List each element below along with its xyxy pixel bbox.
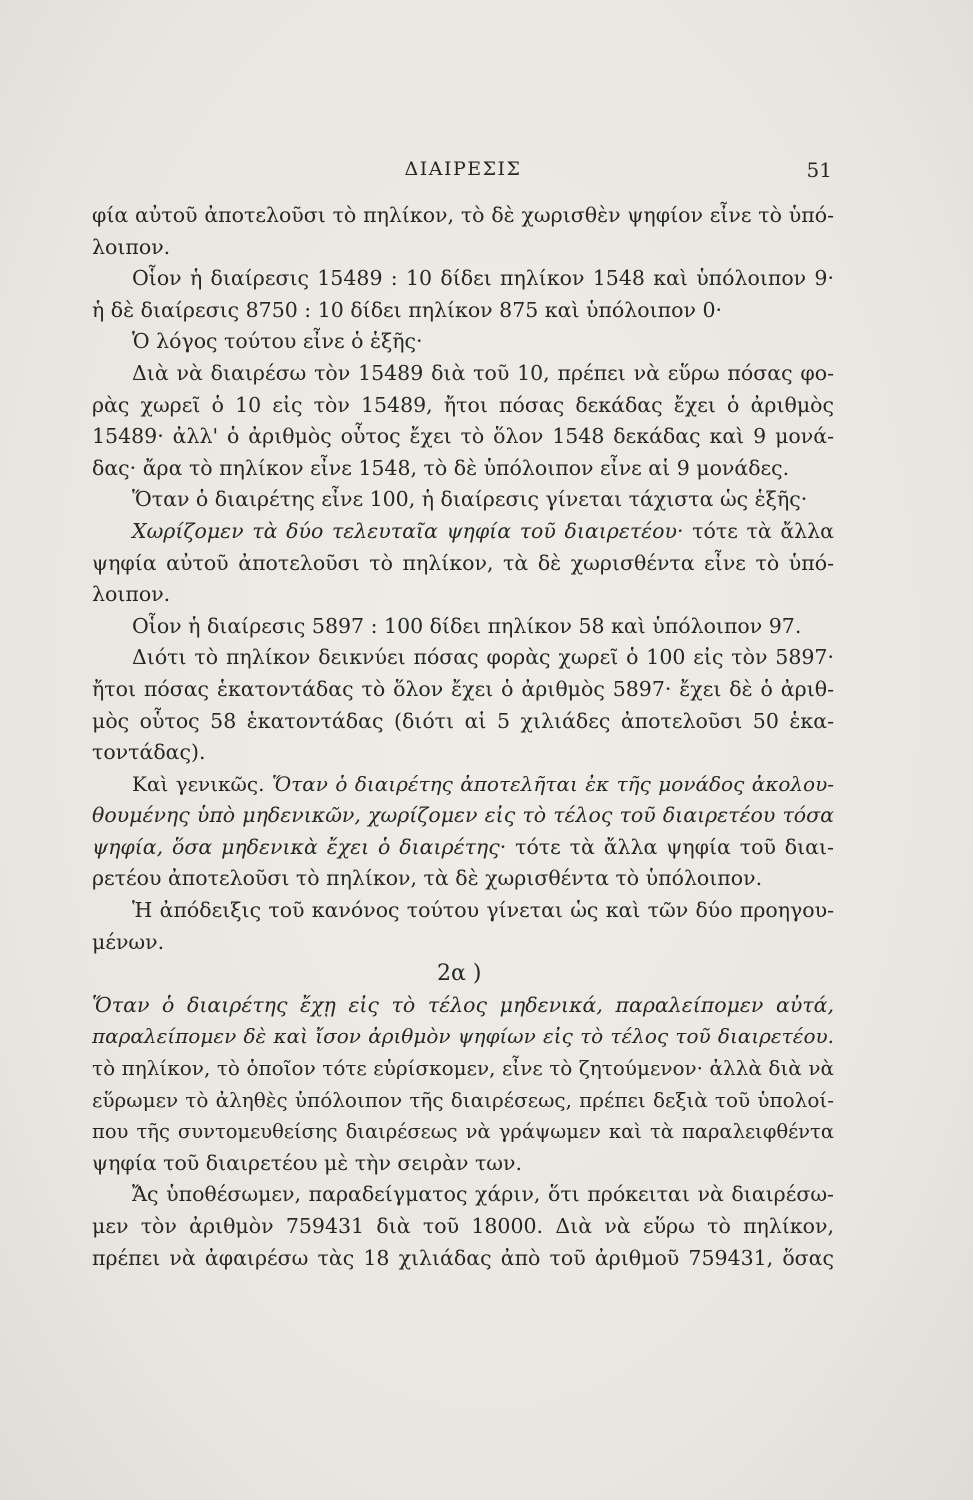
text-line: [92, 769, 834, 801]
text-line: ψηφία αὐτοῦ ἀποτελοῦσι τὸ πηλίκον, τὰ δὲ χωρισθέντα εἶνε τὸ ὑπό-: [92, 550, 834, 575]
text-line: Διὰ νὰ διαιρέσω τὸν 15489 διὰ τοῦ 10, πρέπει νὰ εὕρω πόσας φο-: [132, 360, 834, 385]
body-text: [92, 200, 834, 1274]
text-line: ρετέου ἀποτελοῦσι τὸ πηλίκον, τὰ δὲ χωρισθέντα τὸ ὑπόλοιπον.: [92, 866, 763, 891]
text-line: [92, 832, 834, 864]
text-line: μένων.: [92, 929, 165, 954]
text-line: [92, 516, 834, 548]
text-line: τὸ πηλίκον, τὸ ὁποῖον τότε εὑρίσκομεν, εἶνε τὸ ζητούμενον· ἀλλὰ διὰ νὰ: [92, 1056, 834, 1081]
text-line: δας· ἄρα τὸ πηλίκον εἶνε 1548, τὸ δὲ ὑπόλοιπον εἶνε αἱ 9 μονάδες.: [92, 455, 790, 480]
text-line: μὸς οὗτος 58 ἑκατοντάδας (διότι αἱ 5 χιλιάδες ἀποτελοῦσι 50 ἑκα-: [92, 708, 834, 733]
text-line: Διότι τὸ πηλίκον δεικνύει πόσας φορὰς χωρεῖ ὁ 100 εἰς τὸν 5897·: [132, 645, 834, 670]
page-number: 51: [806, 158, 832, 182]
text-span: τότε τὰ ἄλλα ψηφία τοῦ διαι-: [515, 834, 834, 859]
section-number: 2α ): [437, 961, 482, 987]
text-span: Καὶ γενικῶς.: [132, 771, 265, 796]
text-line: Ἄς ὑποθέσωμεν, παραδείγματος χάριν, ὅτι πρόκειται νὰ διαιρέσω-: [132, 1182, 834, 1207]
text-line: ρὰς χωρεῖ ὁ 10 εἰς τὸν 15489, ἤτοι πόσας δεκάδας ἔχει ὁ ἀριθμὸς: [92, 392, 834, 417]
text-line: εὕρωμεν τὸ ἀληθὲς ὑπόλοιπον τῆς διαιρέσεως, πρέπει δεξιὰ τοῦ ὑπολοί-: [92, 1087, 834, 1112]
text-line: λοιπον.: [92, 234, 171, 259]
page-header: [92, 158, 834, 188]
text-line: Οἷον ἡ διαίρεσις 15489 : 10 δίδει πηλίκον 1548 καὶ ὑπόλοιπον 9·: [132, 266, 834, 291]
text-line: 15489· ἀλλ' ὁ ἀριθμὸς οὗτος ἔχει τὸ ὅλον 1548 δεκάδας καὶ 9 μονά-: [92, 424, 834, 449]
text-line: ἤτοι πόσας ἑκατοντάδας τὸ ὅλον ἔχει ὁ ἀριθμὸς 5897· ἔχει δὲ ὁ ἀριθ-: [92, 676, 834, 701]
text-line: φία αὐτοῦ ἀποτελοῦσι τὸ πηλίκον, τὸ δὲ χωρισθὲν ψηφίον εἶνε τὸ ὑπό-: [92, 203, 834, 227]
text-line: ψηφία τοῦ διαιρετέου μὲ τὴν σειρὰν των.: [92, 1150, 522, 1175]
running-title: ΔΙΑΙΡΕΣΙΣ: [404, 158, 522, 180]
text-line: πρέπει νὰ ἀφαιρέσω τὰς 18 χιλιάδας ἀπὸ τοῦ ἀριθμοῦ 759431, ὅσας: [92, 1245, 834, 1270]
text-line: Ὅταν ὁ διαιρέτης εἶνε 100, ἡ διαίρεσις γίνεται τάχιστα ὡς ἑξῆς·: [132, 487, 808, 512]
text-line: Ὅταν ὁ διαιρέτης ἔχῃ εἰς τὸ τέλος μηδενικά, παραλείπομεν αὐτά,: [92, 992, 834, 1017]
text-line: λοιπον.: [92, 582, 171, 607]
text-span: τότε τὰ ἄλλα: [692, 518, 834, 543]
text-line: ἡ δὲ διαίρεσις 8750 : 10 δίδει πηλίκον 875 καὶ ὑπόλοιπον 0·: [92, 297, 723, 322]
text-line: παραλείπομεν δὲ καὶ ἴσον ἀριθμὸν ψηφίων εἰς τὸ τέλος τοῦ διαιρετέου.: [92, 1024, 834, 1049]
italic-rule-text: ψηφία, ὅσα μηδενικὰ ἔχει ὁ διαιρέτης·: [92, 834, 507, 859]
text-line: Ὁ λόγος τούτου εἶνε ὁ ἑξῆς·: [132, 329, 423, 354]
italic-rule-text: Ὅταν ὁ διαιρέτης ἀποτελῆται ἐκ τῆς μονάδος ἀκολου-: [271, 771, 835, 796]
text-line: που τῆς συντομευθείσης διαιρέσεως νὰ γράψωμεν καὶ τὰ παραλειφθέντα: [92, 1120, 834, 1144]
italic-rule-text: Χωρίζομεν τὰ δύο τελευταῖα ψηφία τοῦ διαιρετέου·: [132, 518, 684, 543]
text-line: μεν τὸν ἀριθμὸν 759431 διὰ τοῦ 18000. Διὰ νὰ εὕρω τὸ πηλίκον,: [92, 1214, 834, 1238]
text-line: Οἷον ἡ διαίρεσις 5897 : 100 δίδει πηλίκον 58 καὶ ὑπόλοιπον 97.: [132, 613, 802, 638]
text-line: θουμένης ὑπὸ μηδενικῶν, χωρίζομεν εἰς τὸ τέλος τοῦ διαιρετέου τόσα: [92, 803, 834, 828]
text-line: τοντάδας).: [92, 740, 206, 765]
text-line: Ἡ ἀπόδειξις τοῦ κανόνος τούτου γίνεται ὡς καὶ τῶν δύο προηγου-: [132, 898, 834, 923]
